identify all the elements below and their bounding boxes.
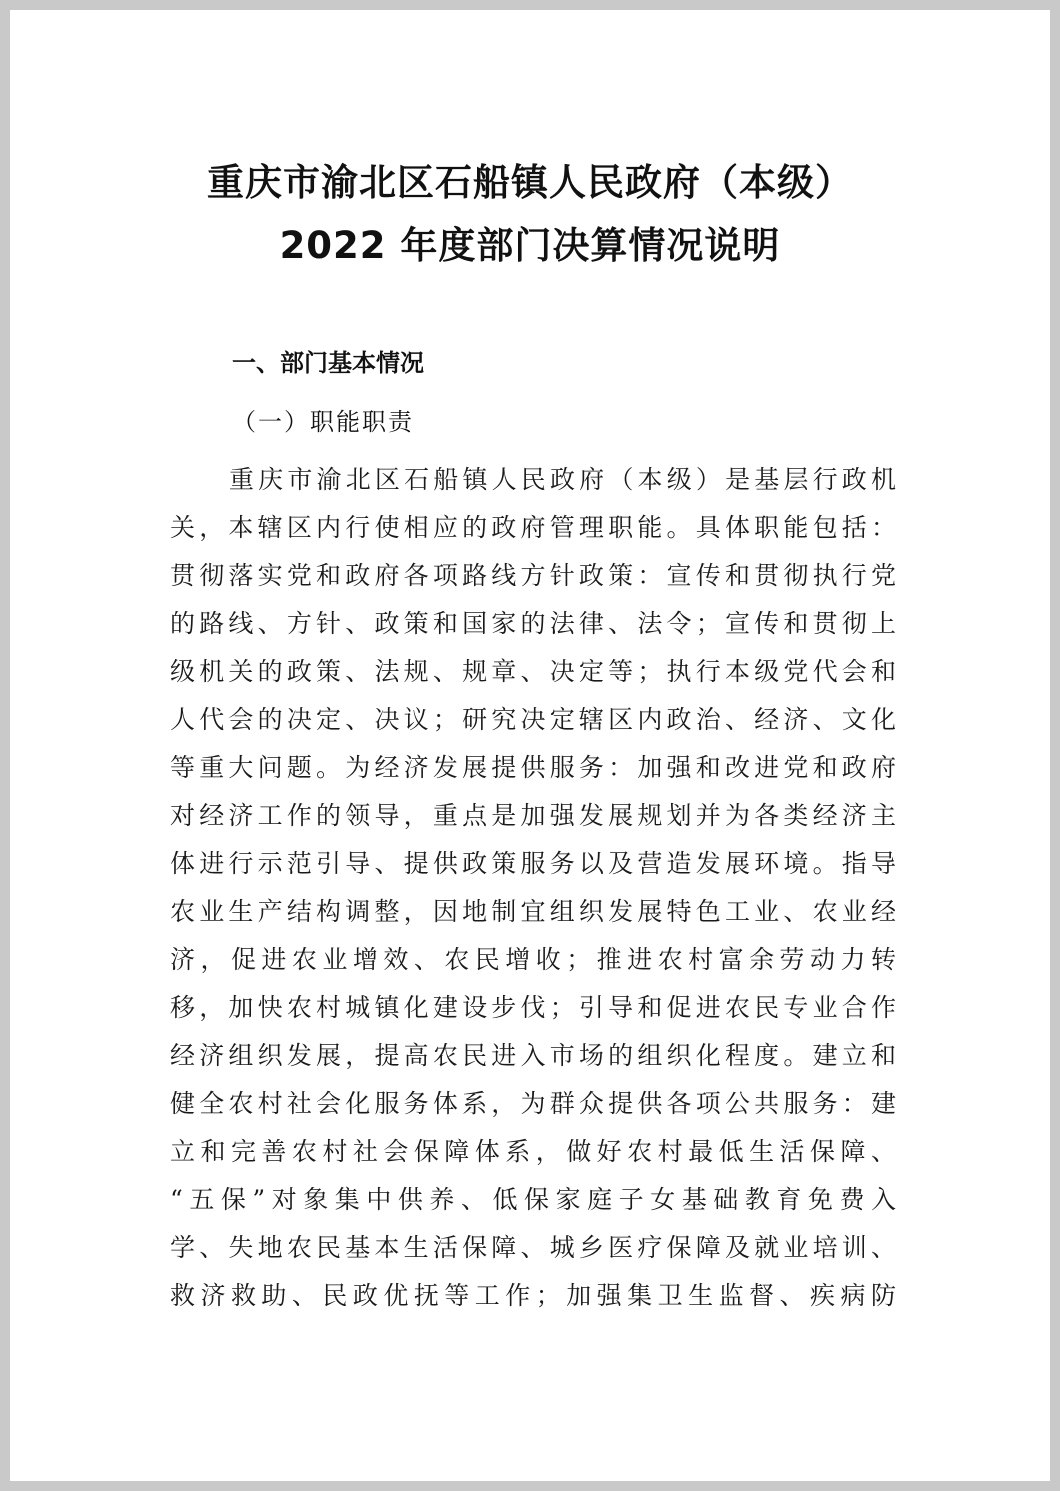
document-title-line1: 重庆市渝北区石船镇人民政府（本级）: [207, 161, 853, 204]
body-line: 经济组织发展，提高农民进入市场的组织化程度。建立和: [170, 1041, 897, 1070]
body-line: “五保”对象集中供养、低保家庭子女基础教育免费入: [170, 1185, 897, 1214]
document-page: [10, 10, 1050, 1481]
body-line: 贯彻落实党和政府各项路线方针政策：宣传和贯彻执行党: [170, 561, 897, 590]
body-line: 等重大问题。为经济发展提供服务：加强和改进党和政府: [170, 753, 897, 782]
body-line: 移，加快农村城镇化建设步伐；引导和促进农民专业合作: [170, 993, 897, 1022]
body-line: 对经济工作的领导，重点是加强发展规划并为各类经济主: [170, 801, 897, 830]
body-line: 级机关的政策、法规、规章、决定等；执行本级党代会和: [170, 657, 897, 686]
body-line: 救济救助、民政优抚等工作；加强集卫生监督、疾病防: [170, 1281, 897, 1310]
body-line: 人代会的决定、决议；研究决定辖区内政治、经济、文化: [170, 705, 897, 734]
body-line: 重庆市渝北区石船镇人民政府（本级）是基层行政机: [229, 465, 897, 494]
section-heading: 一、部门基本情况: [232, 349, 424, 377]
body-line: 健全农村社会化服务体系，为群众提供各项公共服务：建: [170, 1089, 897, 1118]
subsection-heading: （一）职能职责: [232, 408, 414, 436]
body-line: 关，本辖区内行使相应的政府管理职能。具体职能包括：: [170, 513, 897, 542]
body-line: 农业生产结构调整，因地制宜组织发展特色工业、农业经: [170, 897, 897, 926]
body-line: 济，促进农业增效、农民增收；推进农村富余劳动力转: [170, 945, 897, 974]
body-line: 体进行示范引导、提供政策服务以及营造发展环境。指导: [170, 849, 897, 878]
document-title-line2: 2022 年度部门决算情况说明: [279, 224, 781, 267]
body-line: 的路线、方针、政策和国家的法律、法令；宣传和贯彻上: [170, 609, 897, 638]
body-line: 立和完善农村社会保障体系，做好农村最低生活保障、: [170, 1137, 897, 1166]
body-line: 学、失地农民基本生活保障、城乡医疗保障及就业培训、: [170, 1233, 897, 1262]
